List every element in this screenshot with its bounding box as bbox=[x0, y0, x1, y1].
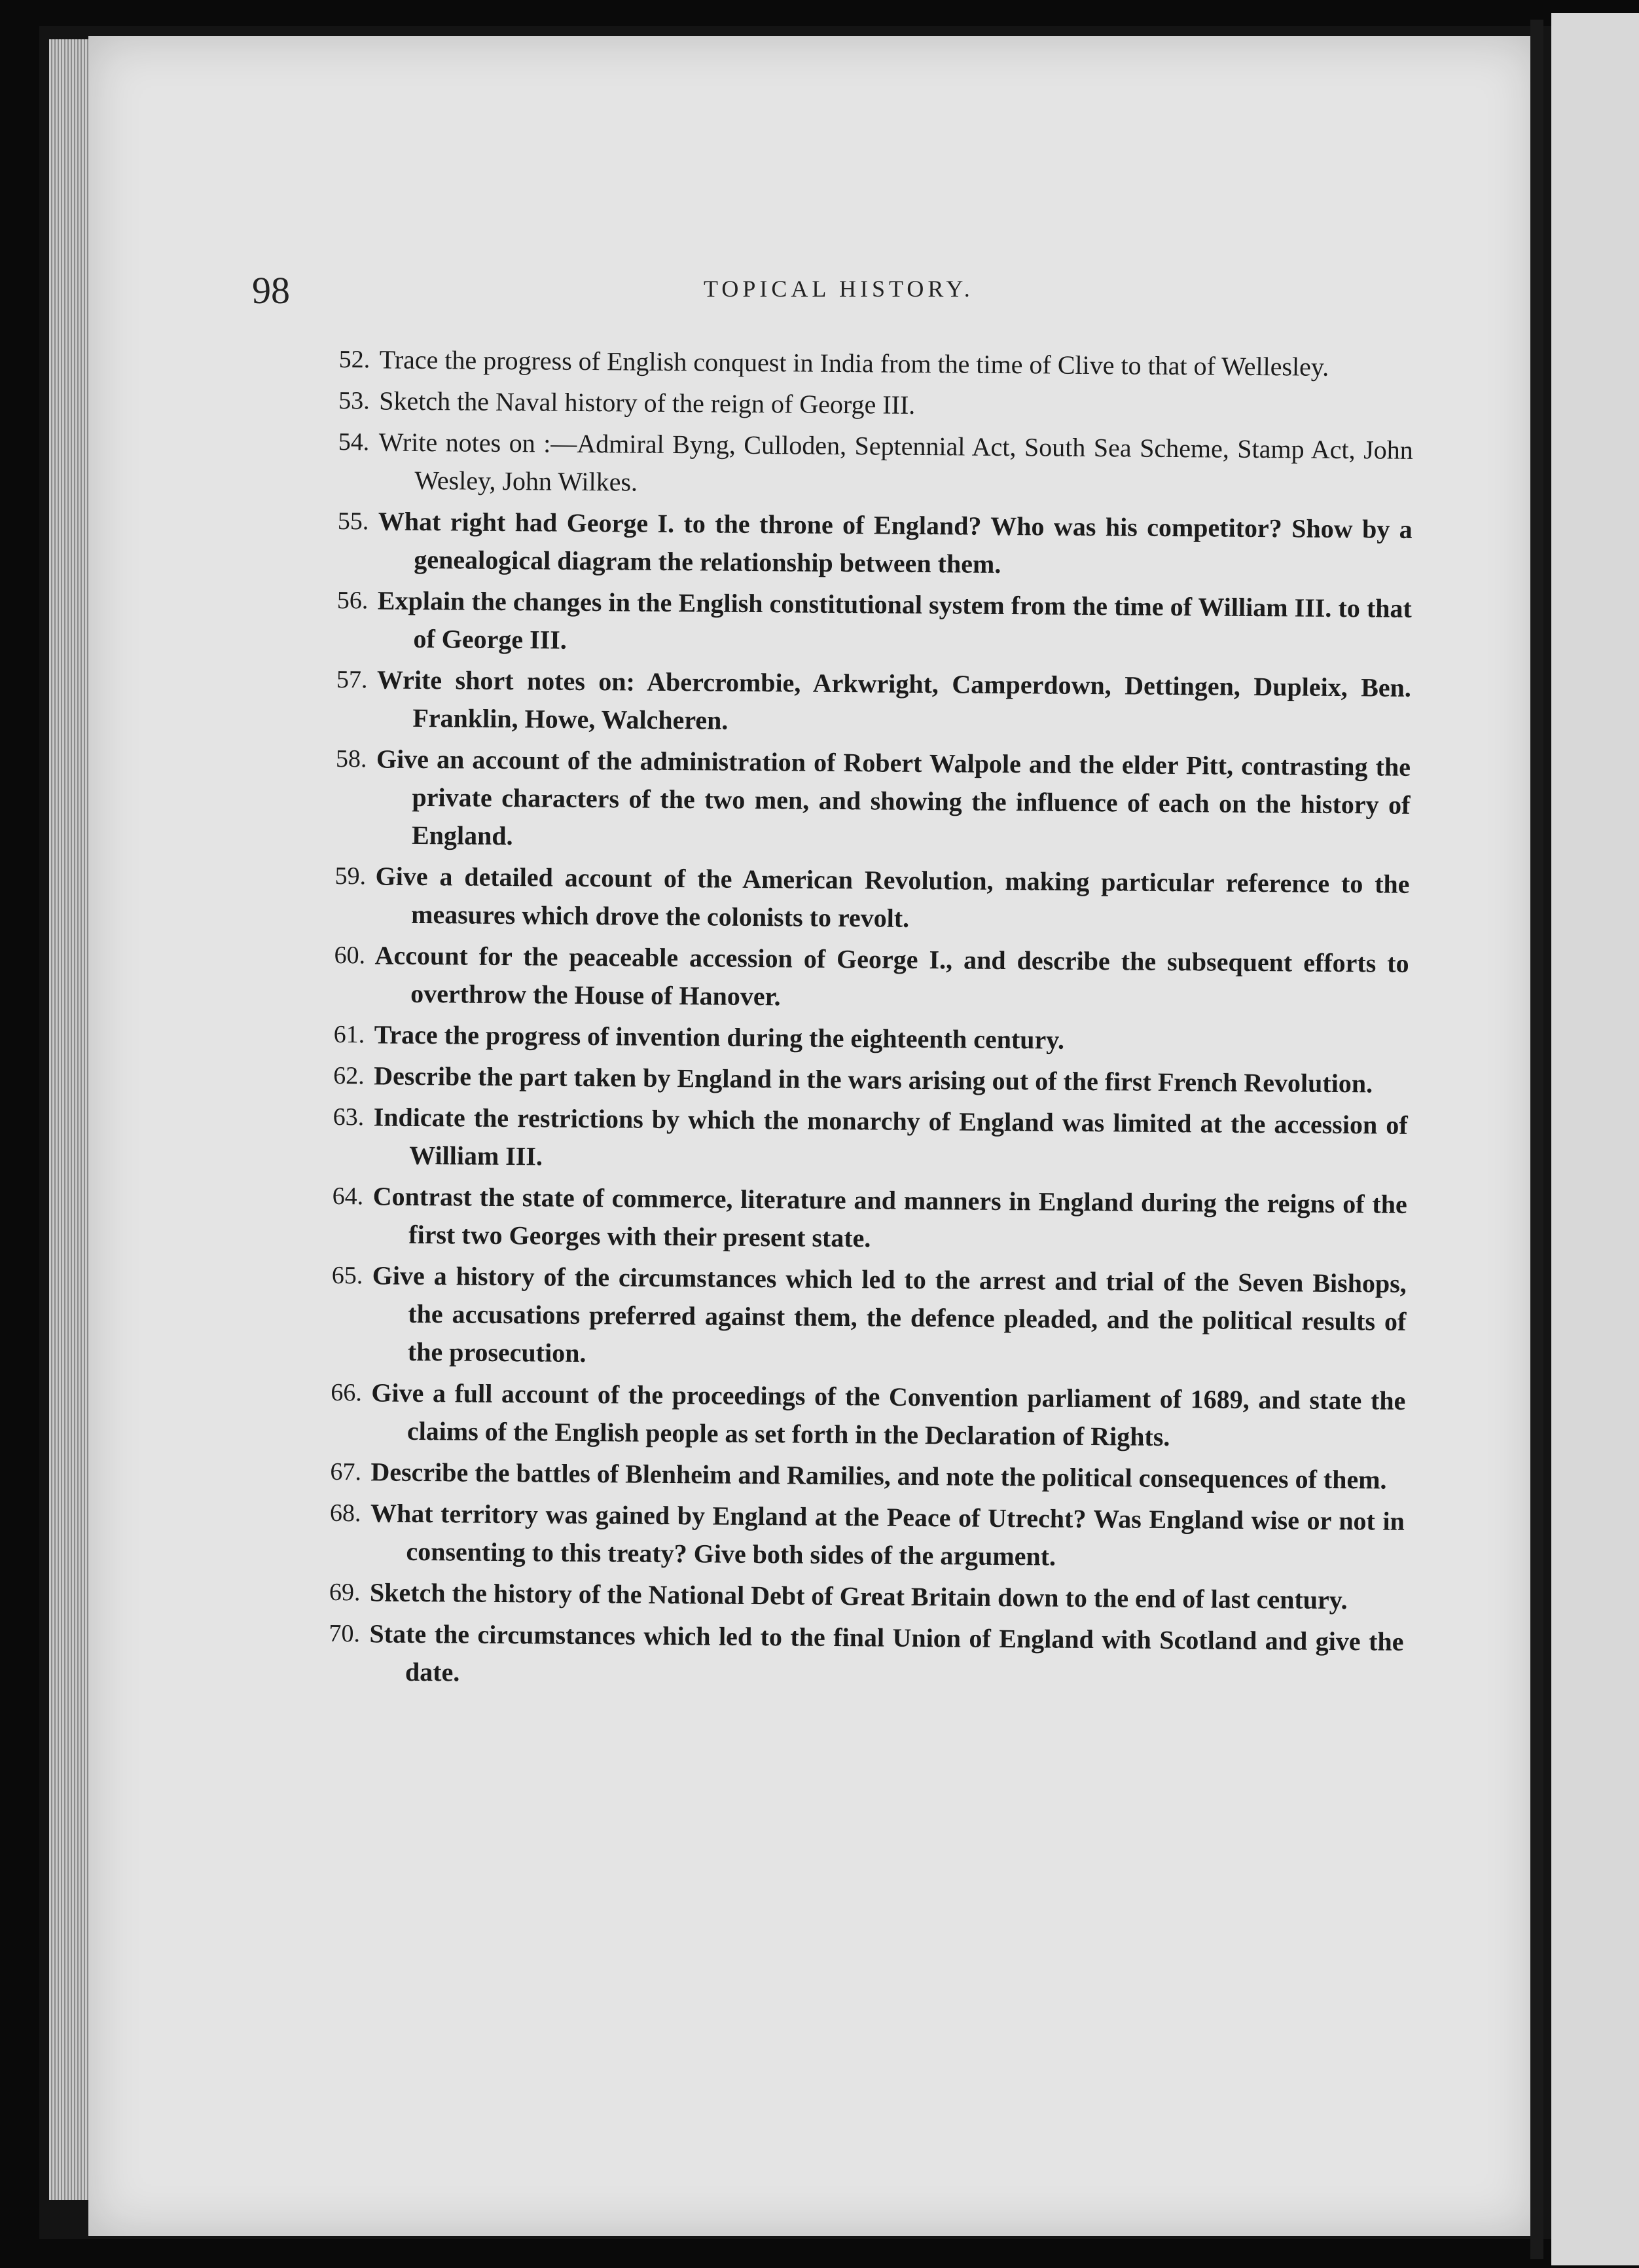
question-item bbox=[333, 1256, 1407, 1379]
question-number: 60. bbox=[334, 941, 366, 970]
question-item bbox=[330, 1615, 1404, 1699]
question-number: 52. bbox=[338, 345, 370, 374]
question-number: 66. bbox=[331, 1378, 363, 1407]
question-number: 53. bbox=[338, 386, 370, 415]
question-text: State the circumstances which led to the final Union of England with Scotland and give the date. bbox=[369, 1619, 1404, 1687]
question-number: 56. bbox=[336, 586, 369, 615]
question-item bbox=[331, 1453, 1405, 1499]
question-text: Give a detailed account of the American Revolution, making particular reference to the measures which drove the colonists to revolt. bbox=[375, 861, 1410, 933]
question-number: 68. bbox=[329, 1499, 361, 1527]
book-gutter bbox=[1530, 20, 1543, 2259]
question-item bbox=[335, 936, 1409, 1021]
question-number: 69. bbox=[329, 1578, 361, 1607]
question-number: 70. bbox=[329, 1619, 361, 1648]
question-text: Write notes on :—Admiral Byng, Culloden, Septennial Act, South Sea Scheme, Stamp Act, John Wesley, John Wilkes. bbox=[378, 427, 1413, 497]
question-text: Account for the peaceable accession of George I., and describe the subsequent efforts to overthrow the House of Hanover. bbox=[374, 940, 1409, 1012]
question-item bbox=[339, 423, 1413, 507]
question-number: 67. bbox=[330, 1457, 362, 1486]
question-item bbox=[336, 857, 1410, 942]
question-item bbox=[337, 661, 1411, 745]
question-text: Describe the battles of Blenheim and Ramilies, and note the political consequences of them. bbox=[370, 1457, 1387, 1495]
question-text: Give a full account of the proceedings of the Convention parliament of 1689, and state the claims of the English people as set forth in the Declaration of Rights. bbox=[371, 1378, 1406, 1452]
question-item bbox=[340, 382, 1413, 428]
question-item bbox=[340, 340, 1414, 387]
running-title: TOPICAL HISTORY. bbox=[704, 276, 974, 302]
question-item bbox=[336, 740, 1411, 862]
question-number: 59. bbox=[334, 862, 367, 890]
question-number: 54. bbox=[338, 428, 370, 456]
question-text: Write short notes on: Abercrombie, Arkwright, Camperdown, Dettingen, Dupleix, Ben. Franklin, Howe, Walcheren. bbox=[376, 665, 1412, 735]
question-number: 58. bbox=[335, 744, 367, 773]
facing-page-edge bbox=[1551, 13, 1639, 2265]
question-text: Contrast the state of commerce, literature and manners in England during the reigns of the first two Georges with their present state. bbox=[372, 1181, 1407, 1253]
question-item bbox=[334, 1098, 1408, 1182]
question-number: 63. bbox=[333, 1103, 365, 1131]
question-text: What right had George I. to the throne of England? Who was his competitor? Show by a genealogical diagram the relationship between them. bbox=[378, 506, 1413, 579]
question-number: 65. bbox=[331, 1261, 363, 1290]
question-number: 57. bbox=[336, 665, 368, 694]
question-item bbox=[338, 502, 1413, 587]
question-number: 61. bbox=[333, 1020, 365, 1049]
question-text: Sketch the Naval history of the reign of George III. bbox=[379, 386, 916, 420]
question-text: What territory was gained by England at the Peace of Utrecht? Was England wise or not in consenting to this treaty? Give both sides of the argument. bbox=[370, 1498, 1405, 1571]
question-item bbox=[338, 581, 1412, 666]
question-item bbox=[332, 1374, 1406, 1458]
question-text: Sketch the history of the National Debt of Great Britain down to the end of last century. bbox=[369, 1577, 1348, 1615]
question-list bbox=[330, 340, 1414, 1702]
question-item bbox=[331, 1573, 1404, 1620]
page-number: 98 bbox=[252, 269, 290, 312]
question-number: 64. bbox=[332, 1182, 364, 1211]
question-text: Explain the changes in the English constitutional system from the time of William III. to that of George III. bbox=[377, 585, 1413, 655]
question-text: Give an account of the administration of Robert Walpole and the elder Pitt, contrasting the private characters of the two men, and showing the influence of each on the history of England. bbox=[376, 744, 1411, 851]
question-text: Trace the progress of English conquest in India from the time of Clive to that of Wellesley. bbox=[379, 344, 1329, 382]
question-text: Trace the progress of invention during the eighteenth century. bbox=[374, 1019, 1065, 1055]
question-text: Indicate the restrictions by which the monarchy of England was limited at the accession of William III. bbox=[373, 1102, 1408, 1171]
question-number: 62. bbox=[333, 1061, 365, 1090]
question-item bbox=[334, 1057, 1408, 1103]
question-item bbox=[333, 1177, 1407, 1262]
question-item bbox=[334, 1015, 1408, 1062]
question-text: Give a history of the circumstances which led to the arrest and trial of the Seven Bishops, the accusations preferred against them, the defence pleaded, and the political results of the prosecution. bbox=[372, 1260, 1407, 1368]
question-number: 55. bbox=[337, 507, 369, 536]
question-text: Describe the part taken by England in the wars arising out of the first French Revolution. bbox=[374, 1061, 1373, 1099]
question-item bbox=[331, 1494, 1405, 1579]
